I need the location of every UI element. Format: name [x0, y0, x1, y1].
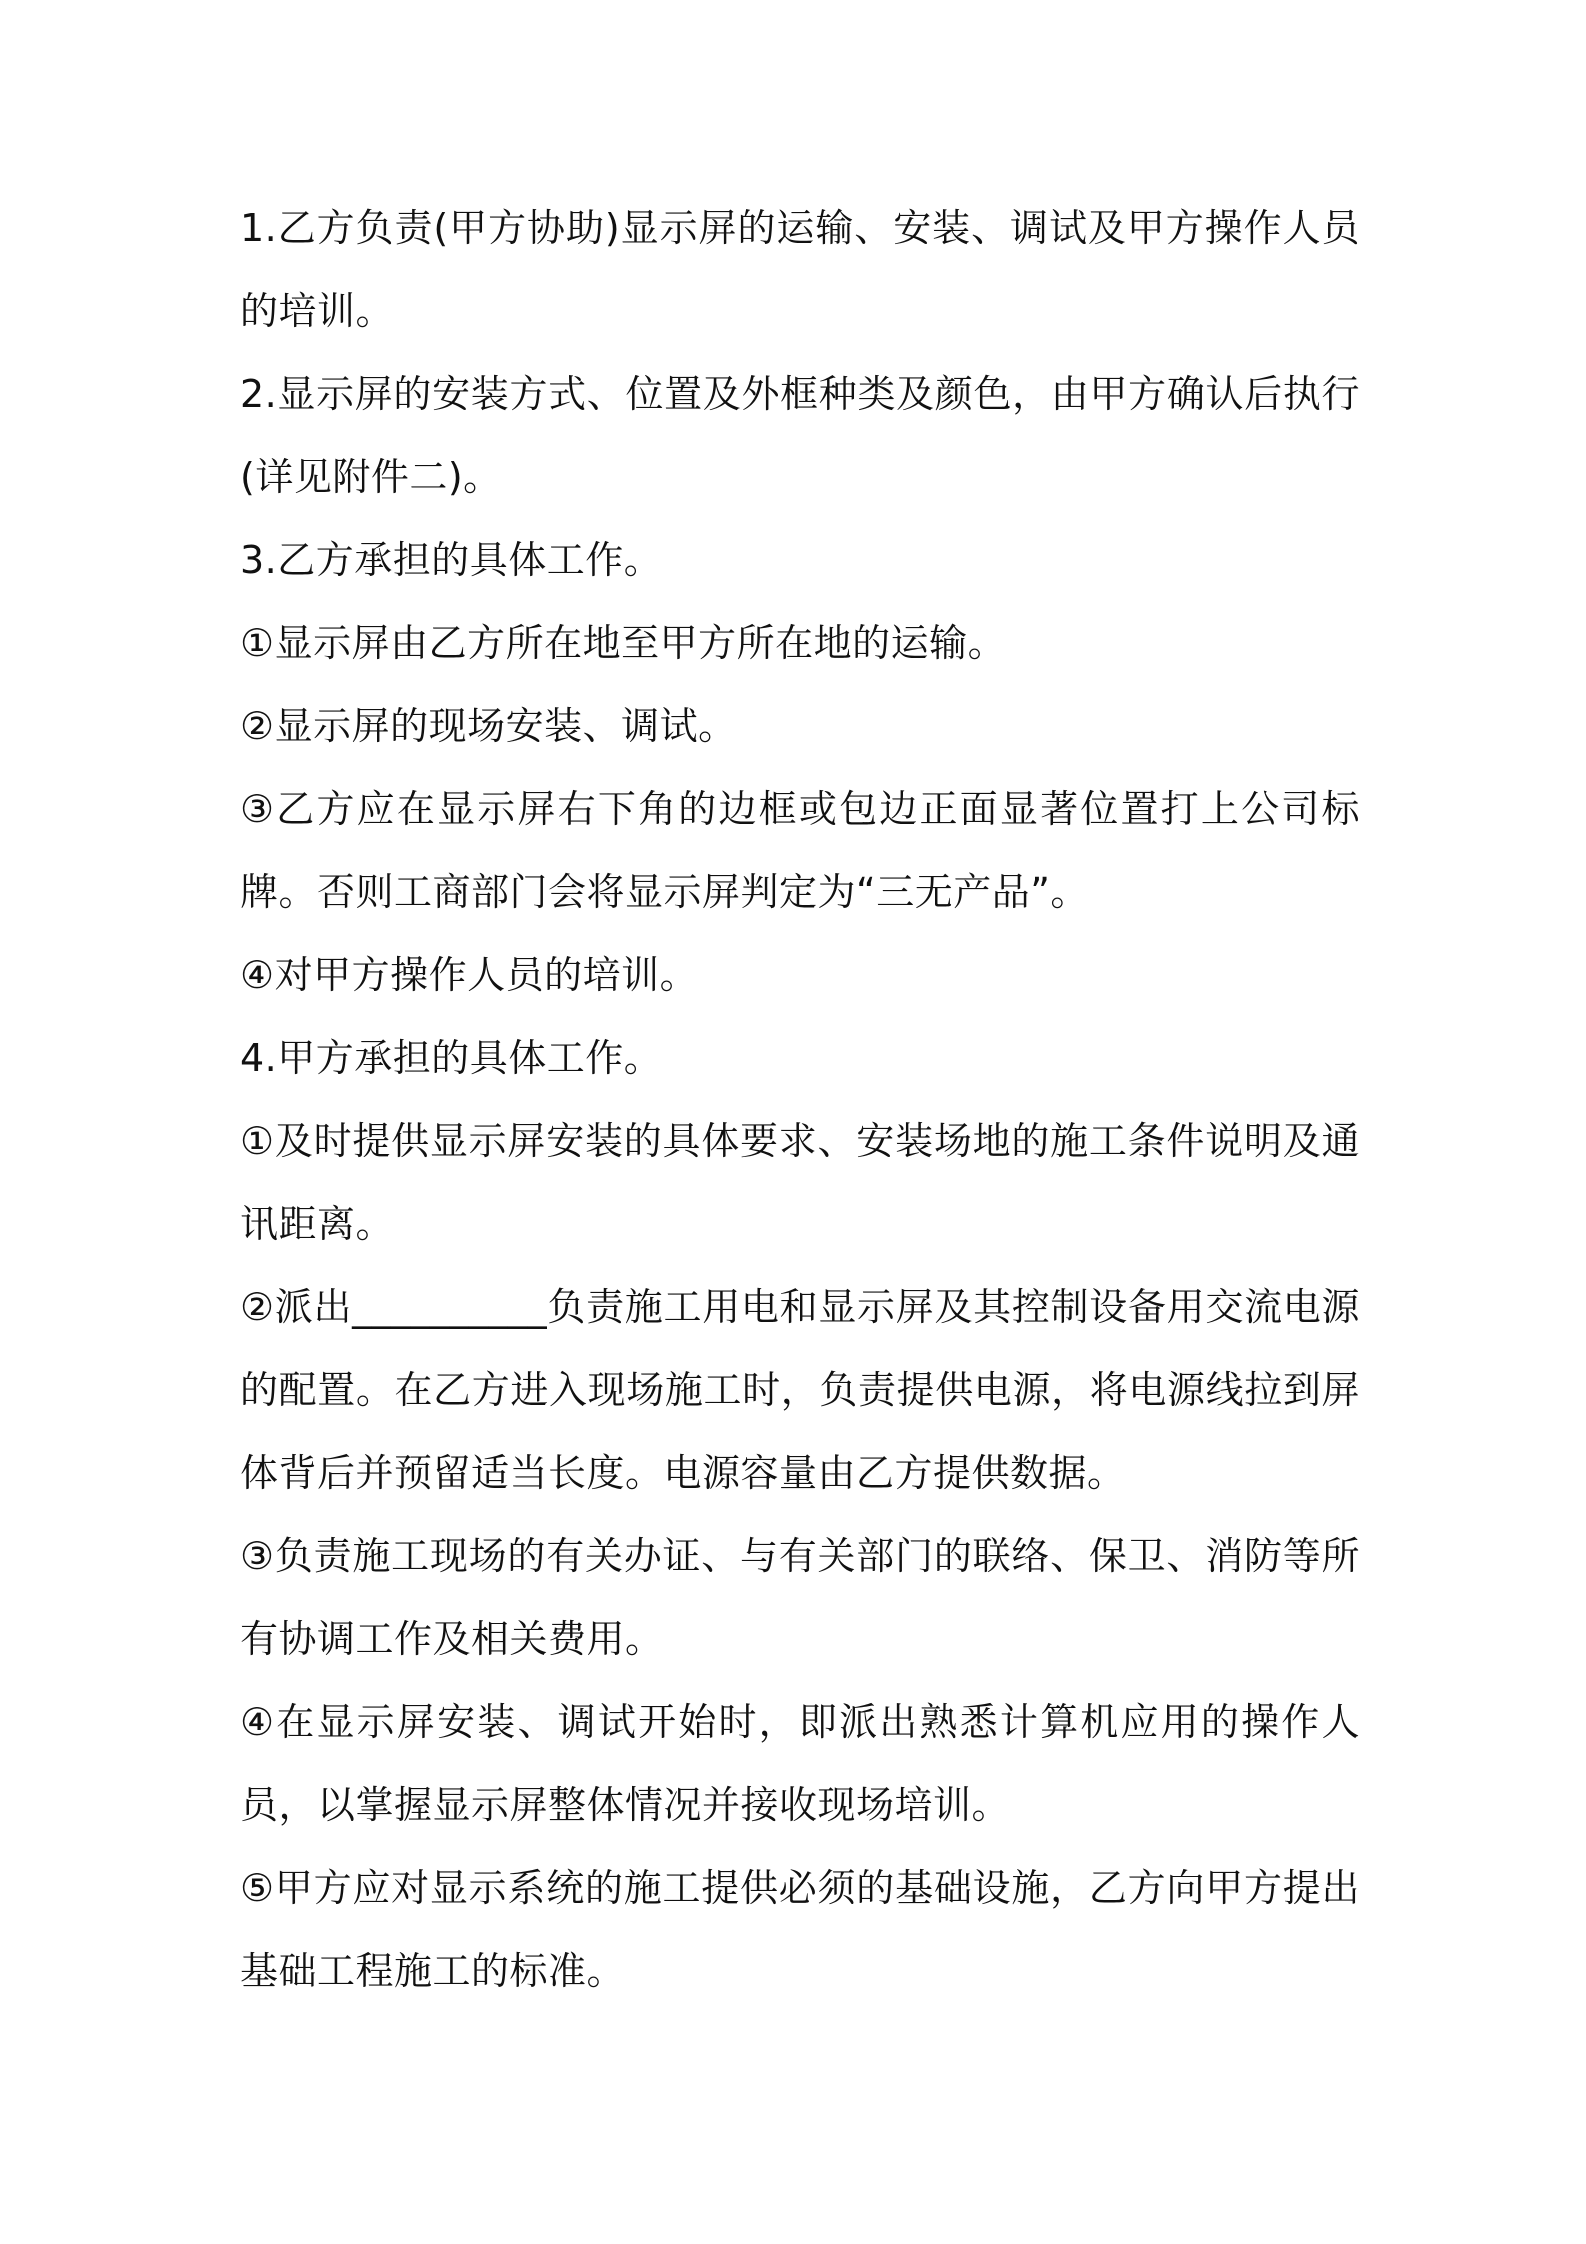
paragraph-3-item-1: ①显示屏由乙方所在地至甲方所在地的运输。 — [240, 621, 1007, 665]
paragraph-3-item-4: ④对甲方操作人员的培训。 — [240, 953, 699, 997]
paragraph-4: 4.甲方承担的具体工作。 — [240, 1036, 663, 1080]
paragraph-4-item-1: ①及时提供显示屏安装的具体要求、安装场地的施工条件说明及通讯距离。 — [240, 1119, 1360, 1246]
document-body — [240, 187, 1360, 2013]
paragraph-4-item-4: ④在显示屏安装、调试开始时，即派出熟悉计算机应用的操作人员，以掌握显示屏整体情况并接收现场培训。 — [240, 1700, 1360, 1827]
paragraph-1: 1.乙方负责(甲方协助)显示屏的运输、安装、调试及甲方操作人员的培训。 — [240, 206, 1360, 333]
paragraph-4-item-3: ③负责施工现场的有关办证、与有关部门的联络、保卫、消防等所有协调工作及相关费用。 — [240, 1534, 1360, 1661]
paragraph-3-item-3: ③乙方应在显示屏右下角的边框或包边正面显著位置打上公司标牌。否则工商部门会将显示屏判定为“三无产品”。 — [240, 787, 1360, 914]
paragraph-3-item-2: ②显示屏的现场安装、调试。 — [240, 704, 737, 748]
paragraph-2: 2.显示屏的安装方式、位置及外框种类及颜色，由甲方确认后执行(详见附件二)。 — [240, 372, 1360, 499]
paragraph-3: 3.乙方承担的具体工作。 — [240, 538, 663, 582]
paragraph-4-item-5: ⑤甲方应对显示系统的施工提供必须的基础设施，乙方向甲方提出基础工程施工的标准。 — [240, 1866, 1360, 1993]
paragraph-4-item-2: ②派出__________负责施工用电和显示屏及其控制设备用交流电源的配置。在乙方进入现场施工时，负责提供电源，将电源线拉到屏体背后并预留适当长度。电源容量由乙方提供数据。 — [240, 1285, 1360, 1495]
